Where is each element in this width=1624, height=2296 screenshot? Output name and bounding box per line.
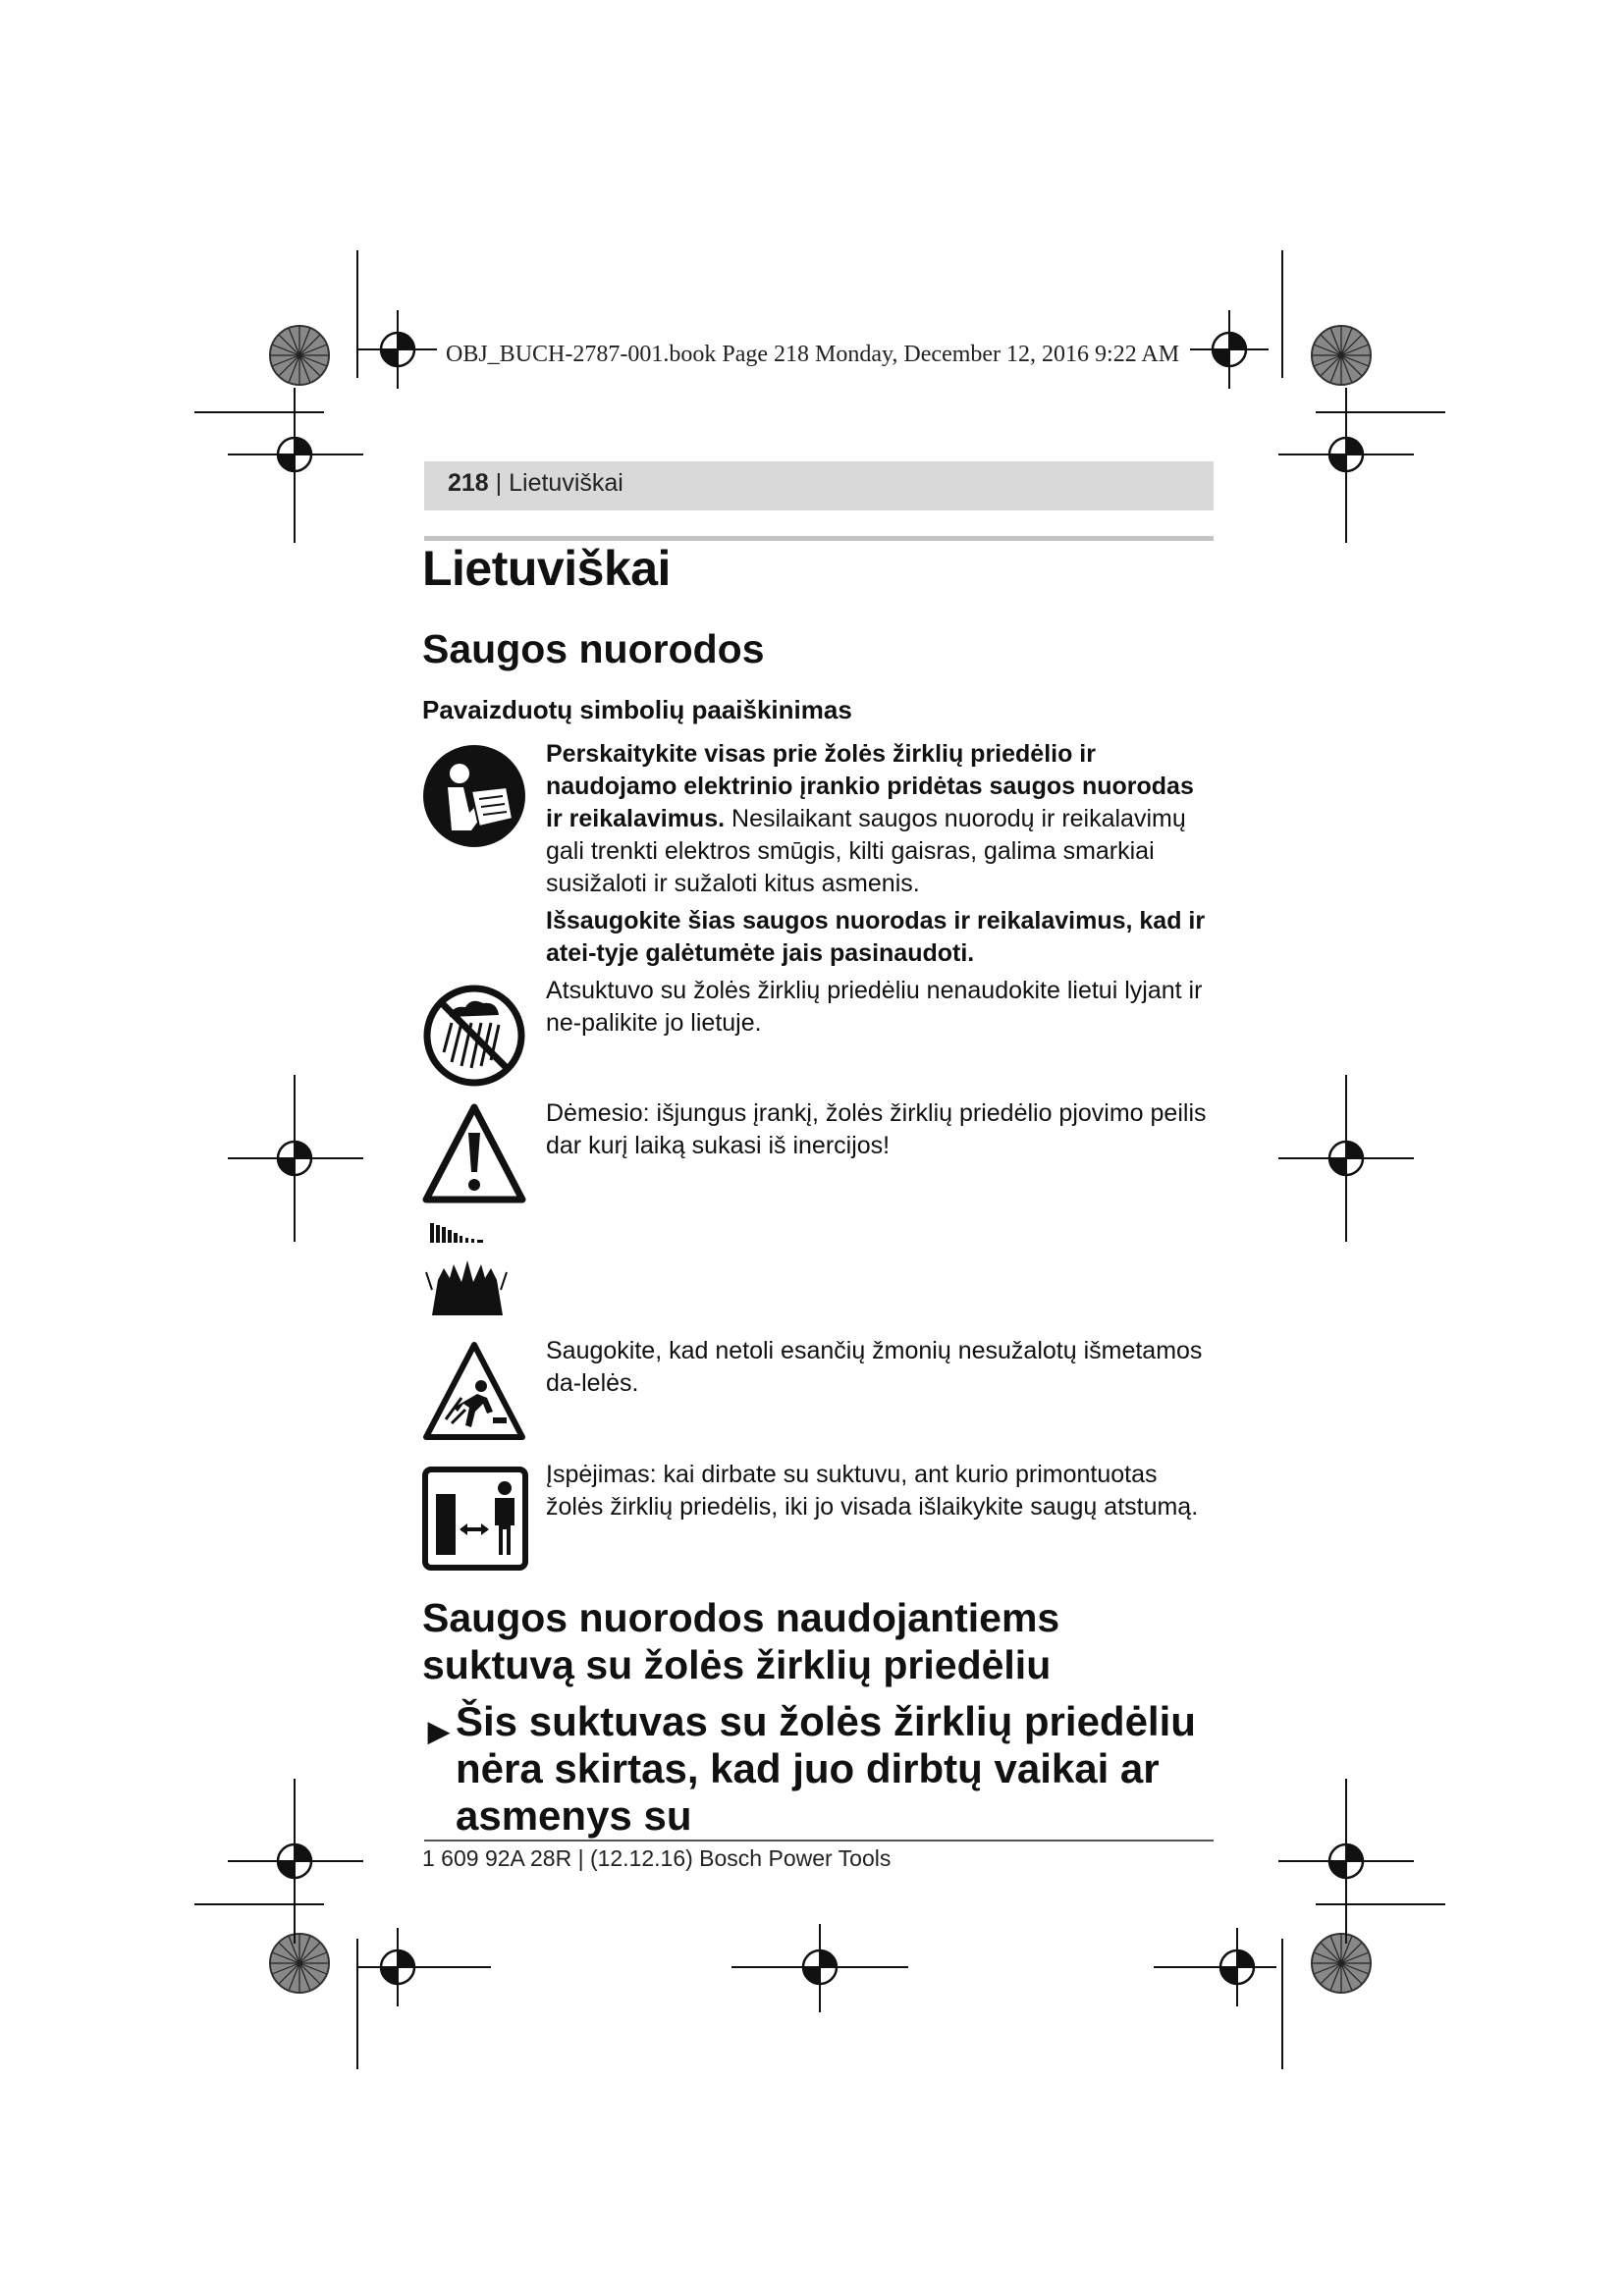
keep-instructions-text: Išsaugokite šias saugos nuorodas ir reikalavimus, kad ir atei-tyje galėtumėte jais pasinaudoti.: [546, 907, 1206, 967]
symbols-heading: Pavaizduotų simbolių paaiškinimas: [422, 695, 852, 724]
bullet-item: [428, 1698, 1214, 1840]
header-section: Lietuviškai: [509, 469, 623, 497]
distance-warning-text: Įspėjimas: kai dirbate su suktuvu, ant kurio primontuotas žolės žirklių priedėlis, iki jo visada išlaikykite saugų atstumą.: [546, 1461, 1199, 1521]
running-header: 218 | Lietuviškai: [448, 469, 623, 497]
bullet-arrow-icon: ▶: [428, 1716, 450, 1746]
footer-rule: [424, 1840, 1214, 1842]
debris-warning-text: Saugokite, kad netoli esančių žmonių nesužalotų išmetamos da-lelės.: [546, 1337, 1203, 1397]
print-slug: OBJ_BUCH-2787-001.book Page 218 Monday, December 12, 2016 9:22 AM: [446, 342, 1180, 367]
section2-heading: Saugos nuorodos naudojantiems suktuvą su žolės žirklių priedėliu: [422, 1595, 1060, 1687]
read-instructions-text: [546, 738, 1214, 900]
page-number: 218: [448, 469, 489, 497]
read-manual-icon: [422, 744, 526, 848]
flying-debris-icon: [422, 1339, 526, 1443]
warning-icon: [422, 1101, 526, 1209]
inertia-warning-text: Dėmesio: išjungus įrankį, žolės žirklių priedėlio pjovimo peilis dar kurį laiką sukasi iš inercijos!: [546, 1099, 1207, 1159]
no-rain-icon: [422, 984, 526, 1088]
page-title: Lietuviškai: [422, 541, 671, 596]
rain-warning-text: Atsuktuvo su žolės žirklių priedėliu nenaudokite lietui lyjant ir ne-palikite jo lietuje.: [546, 977, 1203, 1037]
read-body: Nesilaikant saugos nuorodų ir reikalavimų gali trenkti elektros smūgis, kilti gaisras, galima smarkiai susižaloti ir sužaloti kitus asmenis.: [546, 805, 1186, 897]
blade-inertia-icon: [422, 1221, 511, 1319]
section-heading: Saugos nuorodos: [422, 626, 765, 671]
safe-distance-icon: [422, 1467, 528, 1571]
footer: 1 609 92A 28R | (12.12.16) Bosch Power Tools: [422, 1845, 892, 1871]
read-bold: Perskaitykite visas prie žolės žirklių priedėlio ir naudojamo elektrinio įrankio pridėtas saugos nuorodas ir reikalavimus.: [546, 740, 1194, 832]
bullet-text: Šis suktuvas su žolės žirklių priedėliu nėra skirtas, kad juo dirbtų vaikai ar asmenys su: [456, 1698, 1196, 1839]
